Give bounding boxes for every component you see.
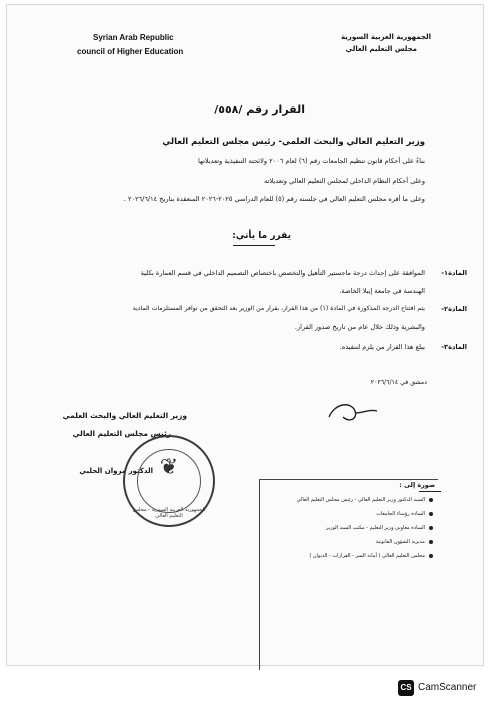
distribution-item: السادة رؤساء الجامعات (376, 511, 433, 517)
handwritten-signature (325, 399, 381, 427)
place-date: دمشق في ٢٠٢٦/٦/١٤ (370, 379, 427, 386)
header-en-country: Syrian Arab Republic (93, 33, 174, 42)
eagle-emblem-icon: ❦ (159, 455, 179, 480)
distribution-frame (259, 479, 438, 670)
decides-heading: يقرر ما يأتي: (232, 231, 291, 241)
signatory-title-2: رئيس مجلس التعليم العالي (72, 429, 171, 438)
article-3-line-1: يبلغ هذا القرار من يلزم لتنفيذه. (339, 343, 425, 351)
camscanner-logo-icon: CS (398, 680, 414, 696)
article-3-label: المادة٣- (441, 343, 467, 351)
document-page (6, 4, 484, 666)
preamble-line-3: وعلى ما أقره مجلس التعليم العالي في جلسته رقم (٥) للعام الدراسي ٢٠٢٥-٢٠٢٦ المنعقدة بتاريخ ٢٠٢٦/٦/١٤ . (123, 195, 425, 203)
article-2-line-2: والبشرية وذلك خلال عام من تاريخ صدور القرار. (294, 323, 425, 331)
header-ar-council: مجلس التعليم العالي (345, 45, 417, 53)
preamble-line-1: بناءً على أحكام قانون تنظيم الجامعات رقم (٦) لعام ٢٠٠٦ ولائحته التنفيذية وتعديلاتها (198, 157, 425, 165)
distribution-item: السادة معاوني وزير التعليم - مكتب السيد الوزير (326, 525, 433, 531)
article-1-label: المادة١- (441, 269, 467, 277)
distribution-heading: صورة إلى : (399, 481, 435, 489)
stamp-ring-text: الجمهورية العربية السورية - مجلس التعليم العالي (132, 507, 206, 519)
header-en-council: council of Higher Education (77, 47, 184, 56)
preamble-line-2: وعلى أحكام النظام الداخلي لمجلس التعليم العالي وتعديلاته (264, 177, 425, 185)
decision-title: القرار رقم /٥٥٨/ (214, 103, 305, 116)
article-2-label: المادة٢- (441, 305, 467, 313)
camscanner-label: CamScanner (418, 682, 477, 693)
signatory-name: الدكتور مروان الحلبي (79, 467, 153, 475)
distribution-item: مديرية الشؤون القانونية (376, 539, 433, 545)
distribution-item: مجلس التعليم العالي ( أمانة السر - القرارات - الديوان ) (309, 553, 433, 559)
issuer-line: وزير التعليم العالي والبحث العلمي- رئيس مجلس التعليم العالي (162, 137, 425, 147)
signatory-title-1: وزير التعليم العالي والبحث العلمي (62, 411, 187, 420)
decides-underline (233, 245, 275, 246)
header-ar-country: الجمهورية العربية السورية (340, 33, 431, 41)
article-1-line-2: الهندسة في جامعة إيبلا الخاصة. (339, 287, 425, 295)
article-1-line-1: الموافقة على إحداث درجة ماجستير التأهيل والتخصص باختصاص التصميم الداخلي في قسم العمارة بكلية (140, 269, 425, 277)
distribution-item: السيد الدكتور وزير التعليم العالي - رئيس مجلس التعليم العالي (297, 497, 433, 503)
official-stamp (123, 435, 215, 527)
article-2-line-1: يتم افتتاح الدرجة المذكورة في المادة (١) من هذا القرار، بقرار من الوزير بعد التحقق من توافر المستلزمات المادية (132, 305, 425, 312)
